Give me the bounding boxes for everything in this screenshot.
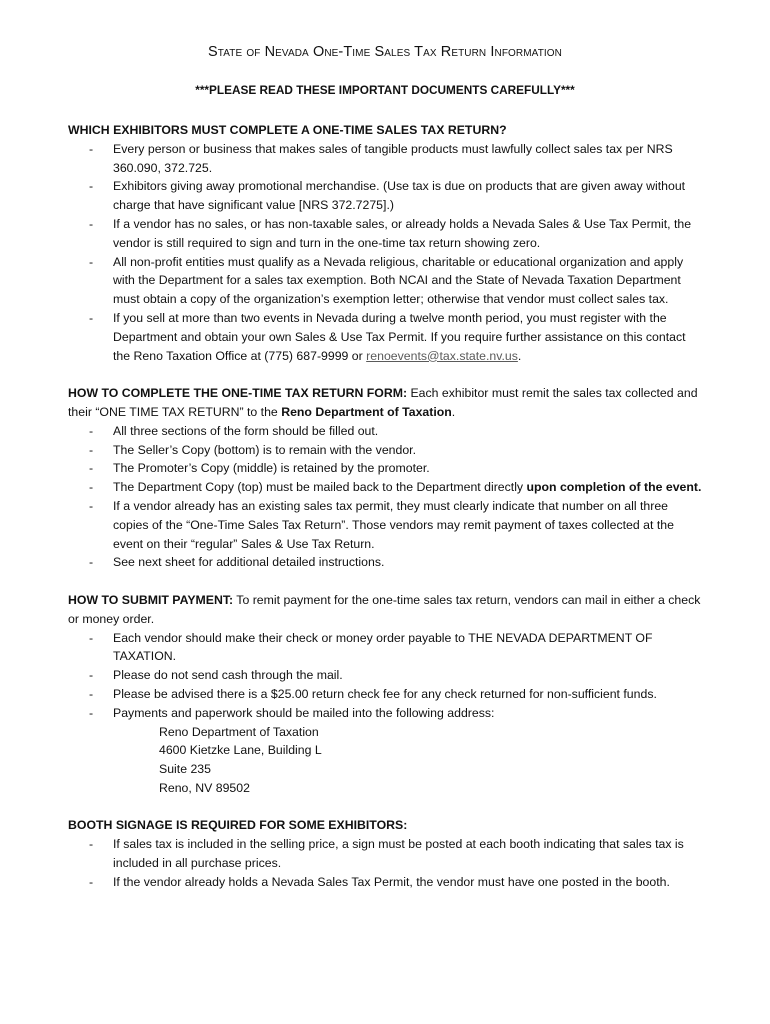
list-item-text: If a vendor has no sales, or has non-taxable sales, or already holds a Nevada Sales & Use Tax Permit, the vendor is still required to sign and turn in the one-time tax return showing zero. (113, 216, 692, 250)
dash-marker: - (89, 555, 94, 570)
list-item-text: If you sell at more than two events in Nevada during a twelve month period, you must register with the Department and obtain your own Sales & Use Tax Permit. If you require further assistance on this contact the Reno Taxation Office at (775) 687-9999 or (113, 310, 686, 363)
list-item-text: Please do not send cash through the mail. (113, 668, 343, 683)
address-line: Reno, NV 89502 (159, 780, 250, 795)
section-how-to-complete (68, 384, 704, 572)
list-item (68, 629, 704, 667)
section-which-exhibitors (68, 121, 704, 365)
list-item-text: The Seller’s Copy (bottom) is to remain with the vendor. (113, 442, 417, 457)
dash-marker: - (89, 686, 94, 701)
list-item-text: Exhibitors giving away promotional merchandise. (Use tax is due on products that are given away without charge that have significant value [NRS 372.7275].) (113, 179, 686, 213)
list-item (68, 685, 704, 704)
section-heading: WHICH EXHIBITORS MUST COMPLETE A ONE-TIME SALES TAX RETURN? (68, 123, 507, 137)
section-heading: HOW TO COMPLETE THE ONE-TIME TAX RETURN FORM: (68, 386, 408, 401)
list-item-text: All three sections of the form should be filled out. (113, 423, 379, 438)
list-item-text: The Promoter’s Copy (middle) is retained by the promoter. (113, 461, 430, 476)
list-item-text: If the vendor already holds a Nevada Sales Tax Permit, the vendor must have one posted in the booth. (113, 874, 670, 889)
email-link[interactable]: renoevents@tax.state.nv.us (366, 348, 518, 363)
list-item-text: All non-profit entities must qualify as a Nevada religious, charitable or educational organization and apply with the Department for a sales tax exemption. Both NCAI and the State of Nevada Taxation Department must obtain a copy of the organization’s exemption letter; otherwise that vendor must collect sales tax. (113, 254, 684, 307)
bullet-list (68, 629, 704, 723)
list-item (68, 873, 704, 892)
section-heading: HOW TO SUBMIT PAYMENT: (68, 592, 234, 607)
dash-marker: - (89, 442, 94, 457)
list-item-text: Payments and paperwork should be mailed into the following address: (113, 705, 495, 720)
list-item (68, 459, 704, 478)
list-item (68, 497, 704, 553)
dash-marker: - (89, 461, 94, 476)
section-intro (68, 384, 704, 422)
list-item-text: If a vendor already has an existing sales tax permit, they must clearly indicate that number on all three copies of the “One-Time Sales Tax Return”. Those vendors may remit payment of taxes collected at the event on their “regular” Sales & Use Tax Return. (113, 498, 674, 551)
list-item-bold-text: upon completion of the event. (526, 480, 702, 495)
dash-marker: - (89, 498, 94, 513)
list-item (68, 666, 704, 685)
intro-end: . (451, 404, 456, 419)
section-how-to-submit-payment (68, 591, 704, 798)
list-item-text: If sales tax is included in the selling price, a sign must be posted at each booth indicating that sales tax is included in all purchase prices. (113, 837, 684, 871)
dash-marker: - (89, 141, 94, 156)
list-item-text: The Department Copy (top) must be mailed back to the Department directly (113, 480, 527, 495)
dash-marker: - (89, 179, 94, 194)
mailing-address (68, 723, 704, 798)
list-item (68, 309, 704, 365)
dash-marker: - (89, 837, 94, 852)
list-item (68, 478, 704, 497)
list-item (68, 253, 704, 309)
list-item (68, 835, 704, 873)
section-heading: BOOTH SIGNAGE IS REQUIRED FOR SOME EXHIBITORS: (68, 818, 408, 833)
intro-text: Each exhibitor must remit the sales tax collected and their “ONE TIME TAX RETURN” to the (68, 386, 698, 419)
dash-marker: - (89, 216, 94, 231)
list-item (68, 177, 704, 215)
list-item (68, 422, 704, 441)
intro-text: To remit payment for the one-time sales tax return, vendors can mail in either a check or money order. (68, 592, 701, 626)
section-booth-signage (68, 816, 704, 891)
dash-marker: - (89, 254, 94, 269)
list-item-text: Every person or business that makes sales of tangible products must lawfully collect sales tax per NRS 360.090, 372.725. (113, 141, 673, 175)
list-item (68, 215, 704, 253)
list-item (68, 704, 704, 723)
dash-marker: - (89, 310, 94, 325)
list-item (68, 553, 704, 572)
list-item (68, 140, 704, 178)
bullet-list (68, 140, 704, 366)
section-intro (68, 591, 704, 629)
important-notice: ***PLEASE READ THESE IMPORTANT DOCUMENTS CAREFULLY*** (195, 83, 575, 97)
list-item (68, 441, 704, 460)
intro-bold-text: Reno Department of Taxation (281, 404, 452, 419)
bullet-list (68, 422, 704, 572)
list-item-text-end: . (517, 348, 522, 363)
address-line: 4600 Kietzke Lane, Building L (159, 743, 322, 758)
dash-marker: - (89, 630, 94, 645)
address-line: Reno Department of Taxation (159, 724, 319, 739)
page-title: State of Nevada One-Time Sales Tax Return Information (208, 44, 562, 60)
dash-marker: - (89, 480, 94, 495)
document-body (68, 121, 704, 910)
list-item-text: Please be advised there is a $25.00 return check fee for any check returned for non-sufficient funds. (113, 686, 657, 701)
dash-marker: - (89, 874, 94, 889)
dash-marker: - (89, 668, 94, 683)
dash-marker: - (89, 705, 94, 720)
bullet-list (68, 835, 704, 891)
dash-marker: - (89, 423, 94, 438)
list-item-text: Each vendor should make their check or money order payable to THE NEVADA DEPARTMENT OF TAXATION. (113, 630, 653, 664)
address-line: Suite 235 (159, 762, 211, 777)
list-item-text: See next sheet for additional detailed instructions. (113, 555, 385, 570)
